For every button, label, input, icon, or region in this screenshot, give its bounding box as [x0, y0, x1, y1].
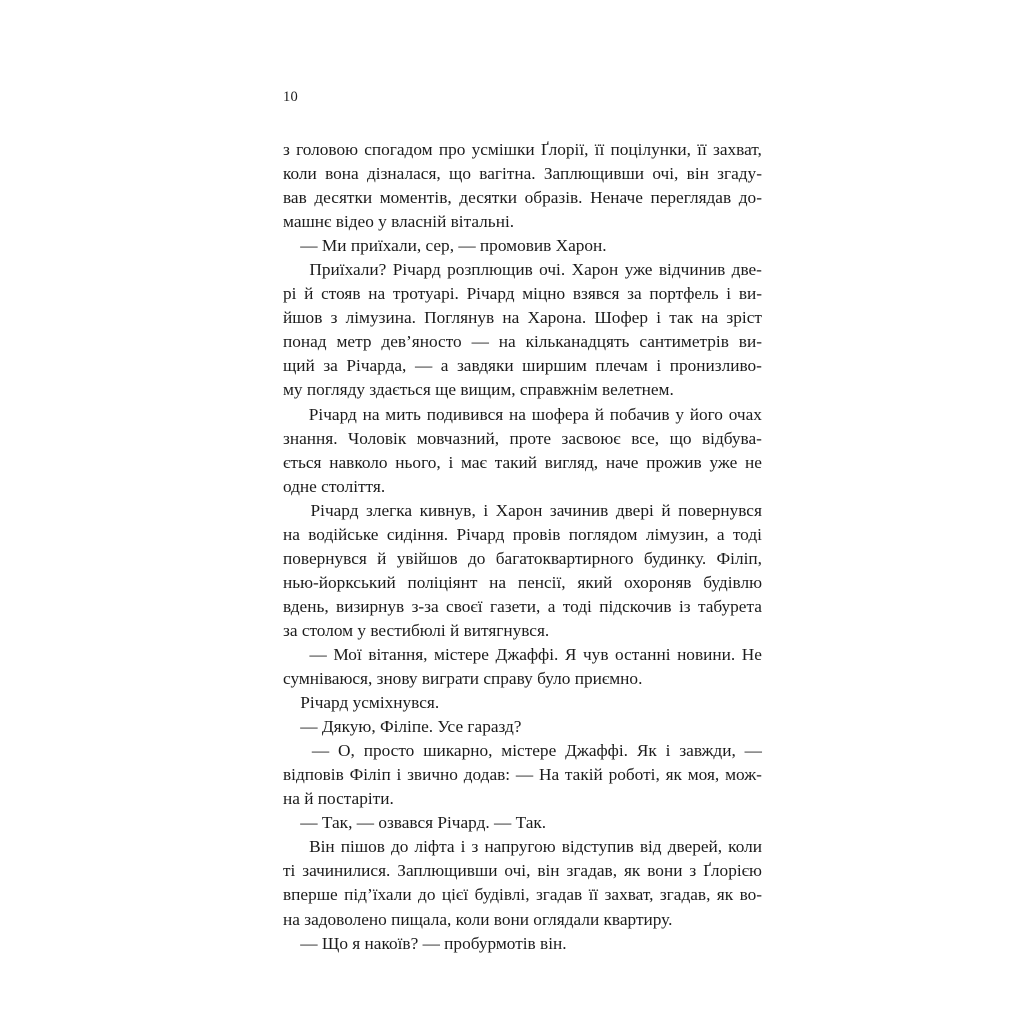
text-line: — Так, — озвався Річард. — Так.: [283, 813, 547, 833]
paragraph: [283, 403, 762, 499]
text-line: машнє відео у власній вітальні.: [283, 212, 515, 232]
text-line: рі й стояв на тротуарі. Річард міцно взявся за портфель і ви-: [283, 284, 762, 304]
paragraph: [283, 258, 762, 402]
paragraph: [283, 932, 762, 956]
first-line-indent: [283, 643, 303, 667]
text-line: — О, просто шикарно, містере Джаффі. Як і завжди, —: [283, 739, 762, 763]
text-line: понад метр дев’яносто — на кільканадцять сантиметрів ви-: [283, 332, 762, 352]
first-line-indent: [283, 835, 303, 859]
text-line: щий за Річарда, — а завдяки ширшим плечам і пронизливо-: [283, 356, 762, 376]
text-line: відповів Філіп і звично додав: — На такій роботі, як моя, мож-: [283, 765, 762, 785]
paragraph: [283, 499, 762, 643]
text-line: ється навколо нього, і має такий вигляд, наче прожив уже не: [283, 452, 762, 472]
text-line: на й постаріти.: [283, 789, 394, 809]
text-line: вав десятки моментів, десятки образів. Неначе переглядав до-: [283, 188, 762, 208]
text-line: повернувся й увійшов до багатоквартирного будинку. Філіп,: [283, 548, 762, 568]
text-line: му погляду здається ще вищим, справжнім велетнем.: [283, 380, 674, 400]
text-line: йшов з лімузина. Поглянув на Харона. Шофер і так на зріст: [283, 308, 762, 328]
first-line-indent: [283, 739, 303, 763]
text-line: одне століття.: [283, 476, 386, 496]
first-line-indent: [283, 499, 303, 523]
first-line-indent: [283, 258, 303, 282]
paragraph: [283, 739, 762, 811]
text-line: — Дякую, Філіпе. Усе гаразд?: [283, 717, 522, 737]
text-line: з головою спогадом про усмішки Ґлорії, її поцілунки, її захват,: [283, 140, 762, 159]
text-line: за столом у вестибюлі й витягнувся.: [283, 620, 550, 640]
text-line: ті зачинилися. Заплющивши очі, він згадав, як вони з Ґлорією: [283, 861, 762, 881]
paragraph: [283, 643, 762, 691]
text-line: на задоволено пищала, коли вони оглядали квартиру.: [283, 909, 673, 929]
text-line: на водійське сидіння. Річард провів поглядом лімузин, а тоді: [283, 524, 762, 544]
page-number: 10: [283, 89, 298, 105]
paragraph: [283, 715, 762, 739]
text-line: вдень, визирнув з-за своєї газети, а тоді підскочив із табурета: [283, 596, 762, 616]
text-line: нью-йоркський поліціянт на пенсії, який охороняв будівлю: [283, 572, 762, 592]
text-line: — Мої вітання, містере Джаффі. Я чув останні новини. Не: [283, 643, 762, 667]
text-line: вперше під’їхали до цієї будівлі, згадав її захват, згадав, як во-: [283, 885, 762, 905]
paragraph: [283, 835, 762, 931]
paragraph: [283, 811, 762, 835]
paragraph: [283, 691, 762, 715]
text-line: Річард усміхнувся.: [283, 693, 440, 713]
text-line: Він пішов до ліфта і з напругою відступив від дверей, коли: [283, 835, 762, 859]
text-line: сумніваюся, знову виграти справу було приємно.: [283, 669, 643, 689]
first-line-indent: [283, 403, 303, 427]
text-line: знання. Чоловік мовчазний, проте засвоює все, що відбува-: [283, 428, 762, 448]
text-line: коли вона дізналася, що вагітна. Заплющивши очі, він згаду-: [283, 164, 762, 184]
paragraph: [283, 138, 762, 234]
text-line: Річард на мить подивився на шофера й побачив у його очах: [283, 403, 762, 427]
text-line: Приїхали? Річард розплющив очі. Харон уже відчинив две-: [283, 258, 762, 282]
text-line: — Що я накоїв? — пробурмотів він.: [283, 933, 567, 953]
paragraph: [283, 234, 762, 258]
text-line: Річард злегка кивнув, і Харон зачинив двері й повернувся: [283, 499, 762, 523]
text-line: — Ми приїхали, сер, — промовив Харон.: [283, 236, 607, 256]
body-text-block: [283, 138, 762, 956]
